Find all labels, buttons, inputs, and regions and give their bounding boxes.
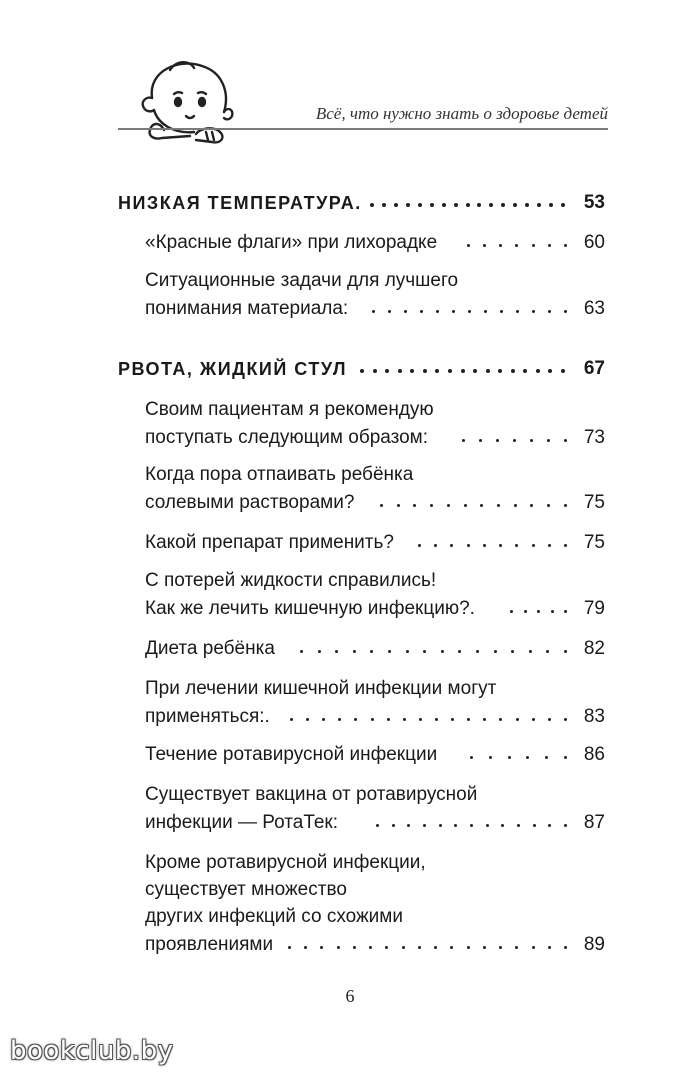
dot-leaders <box>300 638 567 664</box>
toc-entry-title: существует множество <box>145 879 347 900</box>
toc-entry-title: инфекции — РотаТек: <box>145 812 339 833</box>
dot-leaders <box>467 232 567 258</box>
toc-page-number: 63 <box>583 298 605 319</box>
toc-entry-title: Кроме ротавирусной инфекции, <box>145 852 426 873</box>
toc-entry-title: Своим пациентам я рекомендую <box>145 399 434 420</box>
toc-page-number: 75 <box>583 532 605 553</box>
toc-page-number: 75 <box>583 492 605 513</box>
baby-face-icon <box>130 50 245 150</box>
running-title: Всё, что нужно знать о здоровье детей <box>315 104 608 123</box>
toc-entry-title: С потерей жидкости справились! <box>145 570 437 591</box>
toc-page-number: 53 <box>583 192 605 213</box>
toc-entry-title: Как же лечить кишечную инфекцию?. <box>145 598 475 619</box>
toc-page-number: 89 <box>583 934 605 955</box>
toc-page-number: 86 <box>583 744 605 765</box>
watermark: bookclub.by <box>10 1036 174 1066</box>
toc-entry-title: РВОТА, ЖИДКИЙ СТУЛ <box>118 359 347 379</box>
toc-entry-title: При лечении кишечной инфекции могут <box>145 678 497 699</box>
dot-leaders <box>370 192 565 218</box>
dot-leaders <box>418 532 567 558</box>
dot-leaders <box>372 298 567 324</box>
toc-page-number: 67 <box>583 358 605 379</box>
dot-leaders <box>462 427 567 453</box>
toc-entry-title: Когда пора отпаивать ребёнка <box>145 464 414 485</box>
toc-entry-title: Ситуационные задачи для лучшего <box>145 270 459 291</box>
toc-entry-title: Течение ротавирусной инфекции <box>145 744 438 765</box>
toc-entry-title: понимания материала: <box>145 298 349 319</box>
dot-leaders <box>290 706 567 732</box>
dot-leaders <box>360 358 565 384</box>
toc-entry-title: «Красные флаги» при лихорадке <box>145 232 438 253</box>
dot-leaders <box>470 744 567 770</box>
toc-entry-title: Диета ребёнка <box>145 638 275 659</box>
toc-page-number: 87 <box>583 812 605 833</box>
dot-leaders <box>510 598 567 624</box>
toc-page-number: 73 <box>583 427 605 448</box>
toc-page-number: 82 <box>583 638 605 659</box>
toc-entry-title: солевыми растворами? <box>145 492 355 513</box>
page-number: 6 <box>345 986 355 1006</box>
toc-entry-title: поступать следующим образом: <box>145 427 429 448</box>
dot-leaders <box>376 812 567 838</box>
toc-entry-title: других инфекций со схожими <box>145 906 403 927</box>
dot-leaders <box>288 934 567 960</box>
toc-page-number: 60 <box>583 232 605 253</box>
toc-page-number: 83 <box>583 706 605 727</box>
header-rule <box>118 128 608 130</box>
toc-entry-title: НИЗКАЯ ТЕМПЕРАТУРА. <box>118 193 362 213</box>
running-header <box>0 0 700 150</box>
toc-entry-title: проявлениями <box>145 934 274 955</box>
toc-entry-title: Какой препарат применить? <box>145 532 394 553</box>
toc-page-number: 79 <box>583 598 605 619</box>
toc-entry-title: применяться:. <box>145 706 270 727</box>
toc-entry-title: Существует вакцина от ротавирусной <box>145 784 478 805</box>
dot-leaders <box>380 492 567 518</box>
